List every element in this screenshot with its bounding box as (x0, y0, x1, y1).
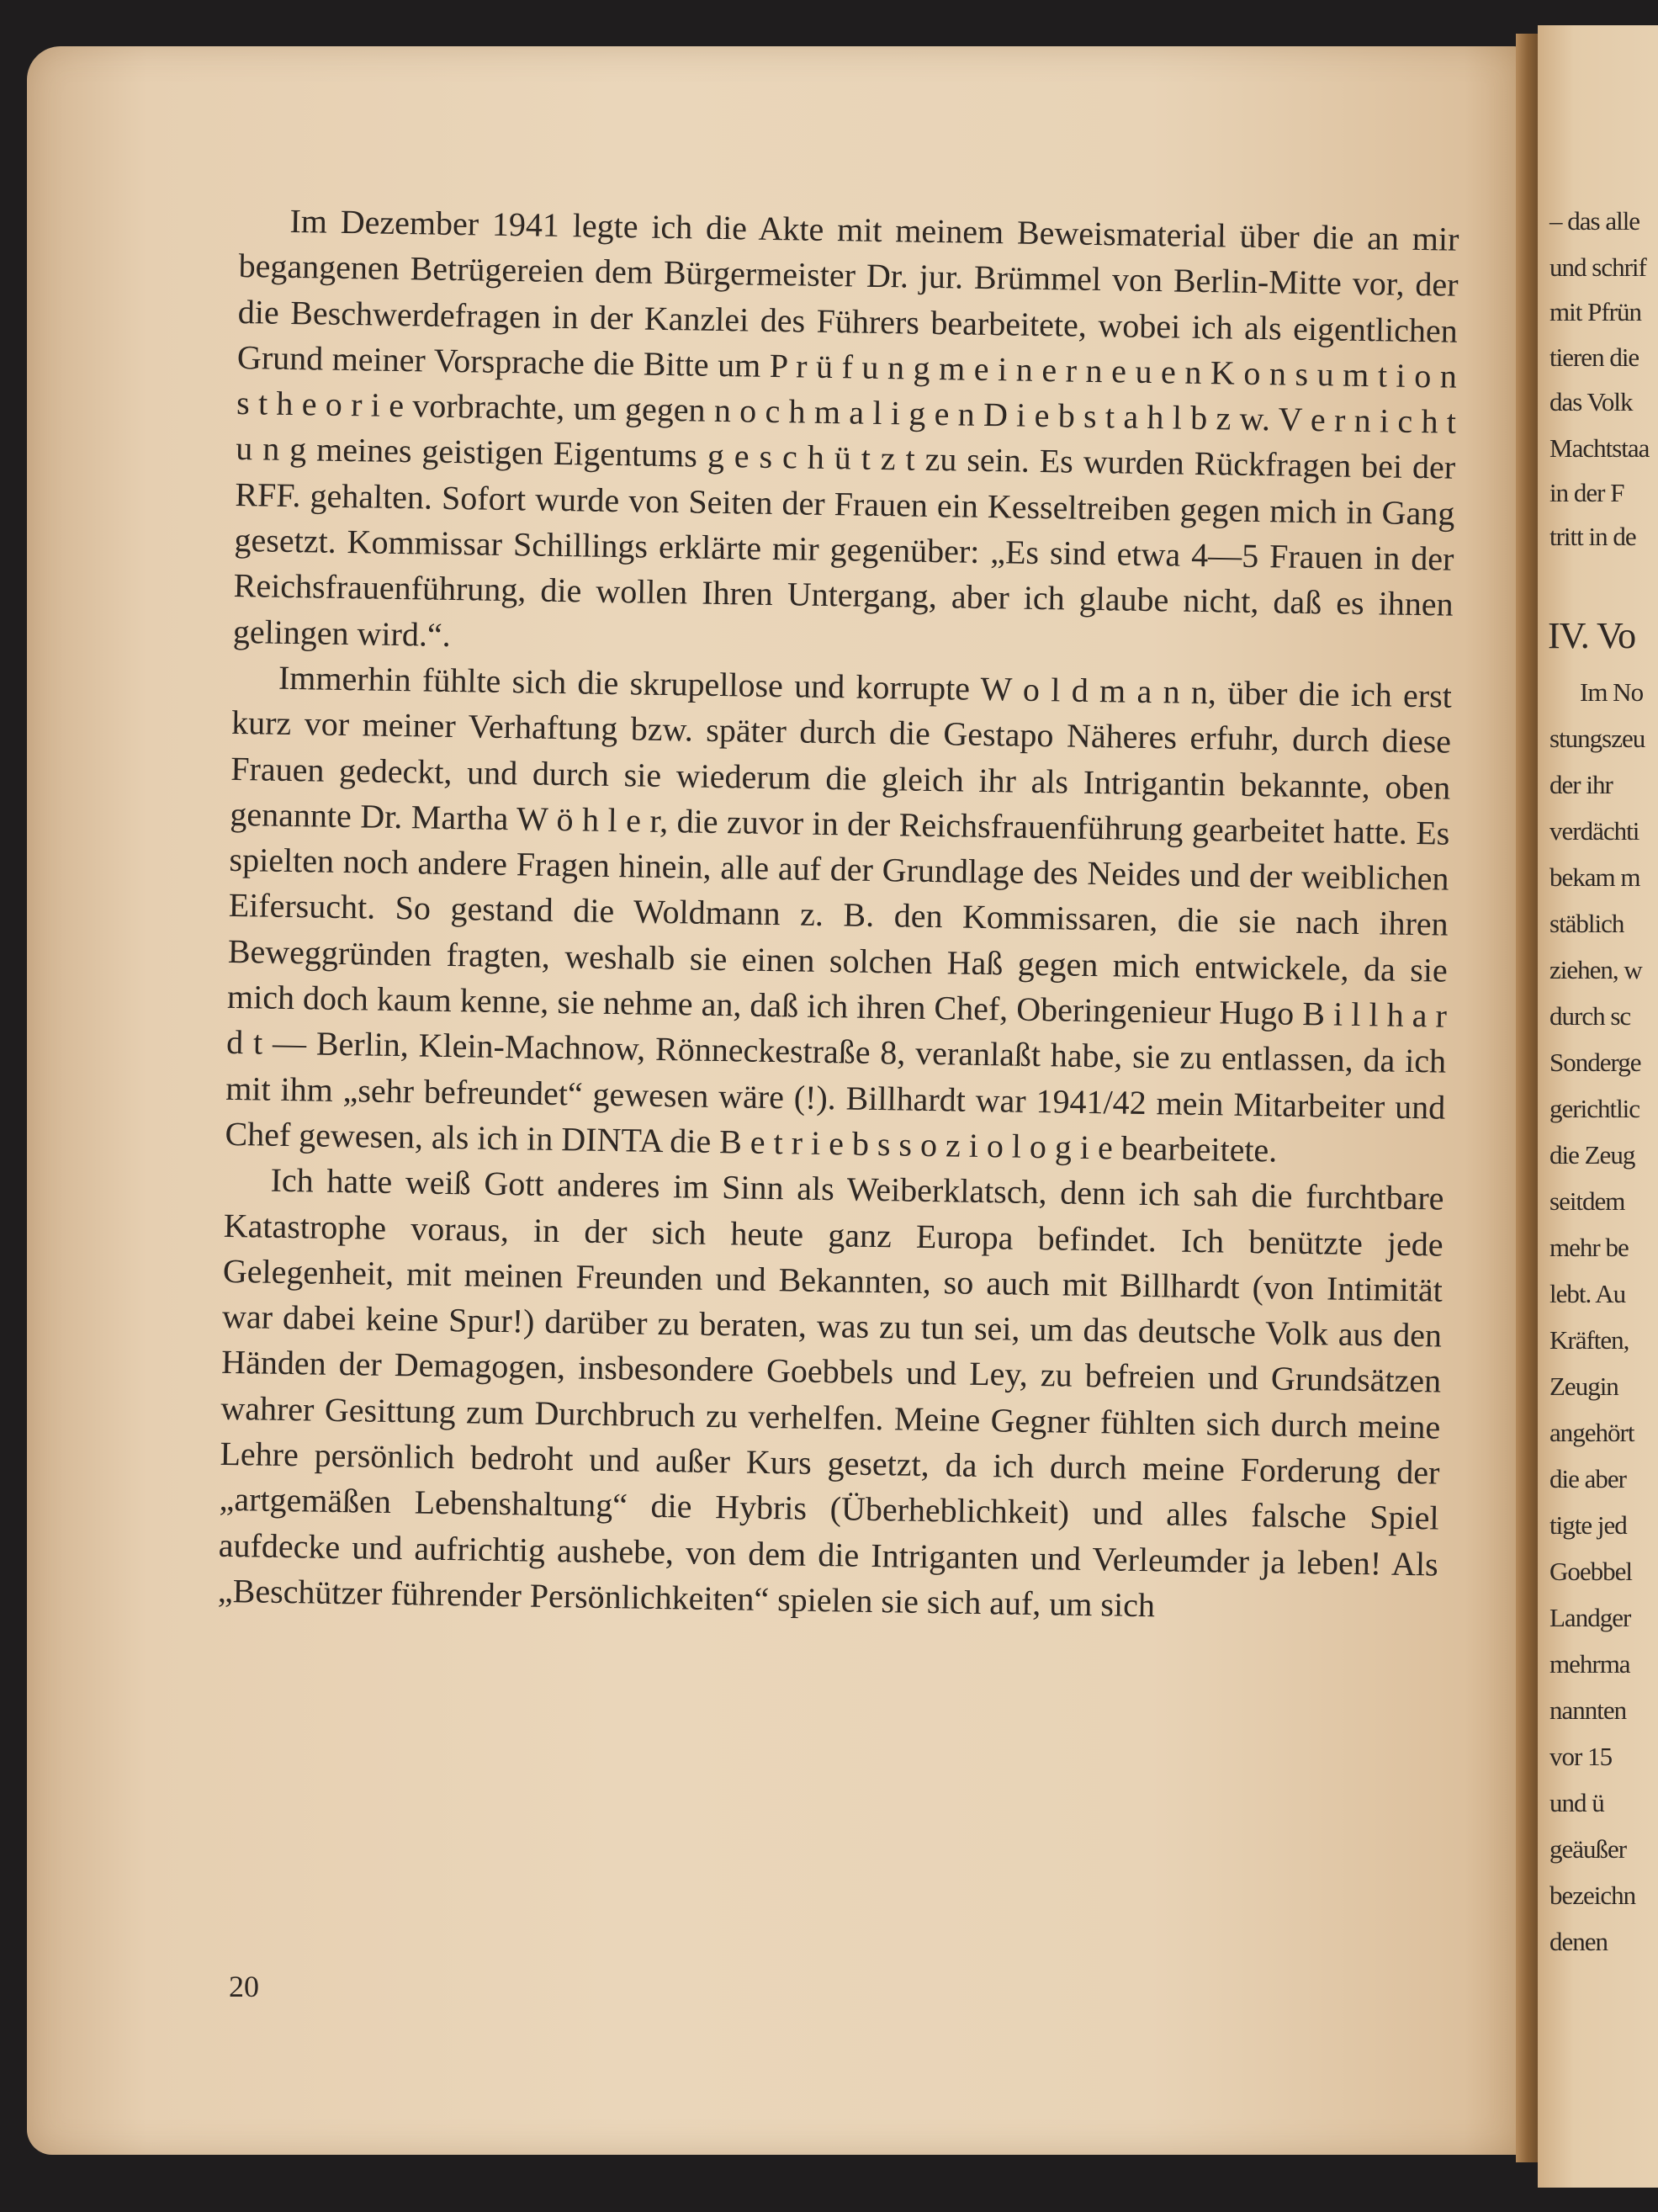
book-gutter (1516, 34, 1539, 2162)
right-page-line: tigte jed (1549, 1510, 1627, 1540)
right-page-line: angehört (1549, 1418, 1634, 1447)
right-page-line: die Zeug (1549, 1140, 1635, 1170)
right-page-line: vor 15 (1549, 1742, 1613, 1771)
right-page-line: Landger (1549, 1603, 1631, 1632)
right-page-line: Kräften, (1549, 1325, 1629, 1355)
right-page-line: und ü (1549, 1788, 1604, 1817)
right-page-line: Im No (1580, 677, 1644, 707)
right-page-line: stungszeu (1549, 724, 1645, 753)
right-page (1538, 25, 1658, 2188)
right-page-line: Machtstaa (1549, 433, 1650, 463)
right-page-line: Sonderge (1549, 1048, 1641, 1077)
right-page-line: durch sc (1549, 1001, 1631, 1031)
right-page-line: seitdem (1549, 1186, 1625, 1216)
right-page-line: geäußer (1549, 1834, 1627, 1864)
right-page-line: denen (1549, 1927, 1608, 1956)
right-page-line: der ihr (1549, 770, 1613, 799)
paragraph-3: Ich hatte weiß Gott anderes im Sinn als Weiberklatsch, denn ich sah die furchtbare Katastrophe voraus, in der sich heute ganz Europa befindet. Ich benützte jede Gelegenheit, mit meinen Freunden und Bekannten, so auch mit Billhardt (von Intimität war dabei keine Spur!) darüber zu beraten, was zu tun sei, um das deutsche Volk aus den Händen der Demagogen, insbesondere Goebbels und Ley, zu befreien und Grundsätzen wahrer Gesittung zum Durchbruch zu verhelfen. Meine Gegner fühlten sich durch meine Lehre persönlich bedroht und außer Kurs gesetzt, da ich durch meine Forderung der „artgemäßen Lebenshaltung“ die Hybris (Überheblichkeit) und alles falsche Spiel aufdecke und aufrichtig aushebe, von dem die Intriganten und Verleumder ja leben! Als „Beschützer führender Persönlichkeiten“ spielen sie sich auf, um sich (217, 1160, 1444, 1625)
right-page-line: stäblich (1549, 909, 1624, 938)
body-text (218, 198, 1459, 1633)
right-page-line: Zeugin (1549, 1371, 1618, 1401)
right-page-line: in der F (1549, 478, 1624, 507)
paragraph-2: Immerhin fühlte sich die skrupellose und korrupte W o l d m a n n, über die ich erst kurz vor meiner Verhaftung bzw. später durch die Gestapo Näheres erfuhr, durch diese Frauen gedeckt, und durch sie wiederum die gleich ihr als Intrigantin bekannte, oben genannte Dr. Martha W ö h l e r, die zuvor in der Reichsfrauenführung gearbeitet hatte. Es spielten noch andere Fragen hinein, alle auf der Grundlage des Neides und der weiblichen Eifersucht. So gestand die Woldmann z. B. den Kommissaren, die sie nach ihren Beweggründen fragten, weshalb sie einen solchen Haß gegen mich entwickele, da sie mich doch kaum kenne, sie nehme an, daß ich ihren Chef, Oberingenieur Hugo B i l l h a r d t — Berlin, Klein-Machnow, Rönneckestraße 8, veranlaßt habe, sie zu entlassen, da ich mit ihm „sehr befreundet“ gewesen wäre (!). Billhardt war 1941/42 mein Mitarbeiter und Chef gewesen, als ich in DINTA die B e t r i e b s s o z i o l o g i e bearbeitete. (225, 658, 1453, 1170)
right-page-line: mit Pfrün (1549, 297, 1641, 326)
right-page-line: mehr be (1549, 1233, 1629, 1262)
right-page-line: ziehen, w (1549, 955, 1642, 984)
right-page-line: tritt in de (1549, 522, 1636, 551)
right-page-line: die aber (1549, 1464, 1626, 1493)
right-page-line: nannten (1549, 1695, 1627, 1725)
right-page-line: gerichtlic (1549, 1094, 1640, 1123)
right-page-line: mehrma (1549, 1649, 1630, 1679)
right-page-line: – das alle (1549, 206, 1640, 236)
right-page-line: das Volk (1549, 387, 1633, 416)
paragraph-1: Im Dezember 1941 legte ich die Akte mit meinem Beweismaterial über die an mir begangenen Betrügereien dem Bürgermeister Dr. jur. Brümmel von Berlin-Mitte vor, der die Beschwerdefragen in der Kanzlei des Führers bearbeitete, wobei ich als eigentlichen Grund meiner Vorsprache die Bitte um P r ü f u n g m e i n e r n e u e n K o n s u m t i o n s t h e o r i e vorbrachte, um gegen n o c h m a l i g e n D i e b s t a h l b z w. V e r n i c h t u n g meines geistigen Eigentums g e s c h ü t z t zu sein. Es wurden Rückfragen bei der RFF. gehalten. Sofort wurde von Seiten der Frauen ein Kesseltreiben gegen mich in Gang gesetzt. Kommissar Schillings erklärte mir gegenüber: „Es sind etwa 4—5 Frauen in der Reichsfrauenführung, die wollen Ihren Untergang, aber ich glaube nicht, daß es ihnen gelingen wird.“. (232, 201, 1459, 654)
right-page-line: Goebbel (1549, 1557, 1633, 1586)
right-page-line: und schrif (1549, 252, 1646, 282)
right-page-line: bekam m (1549, 862, 1640, 892)
right-page-heading: IV. Vo (1548, 615, 1636, 656)
right-page-line: tieren die (1549, 342, 1639, 372)
right-page-line: lebt. Au (1549, 1279, 1626, 1308)
page-number: 20 (229, 1970, 259, 2003)
right-page-line: verdächti (1549, 816, 1639, 846)
right-page-line: bezeichn (1549, 1880, 1636, 1910)
